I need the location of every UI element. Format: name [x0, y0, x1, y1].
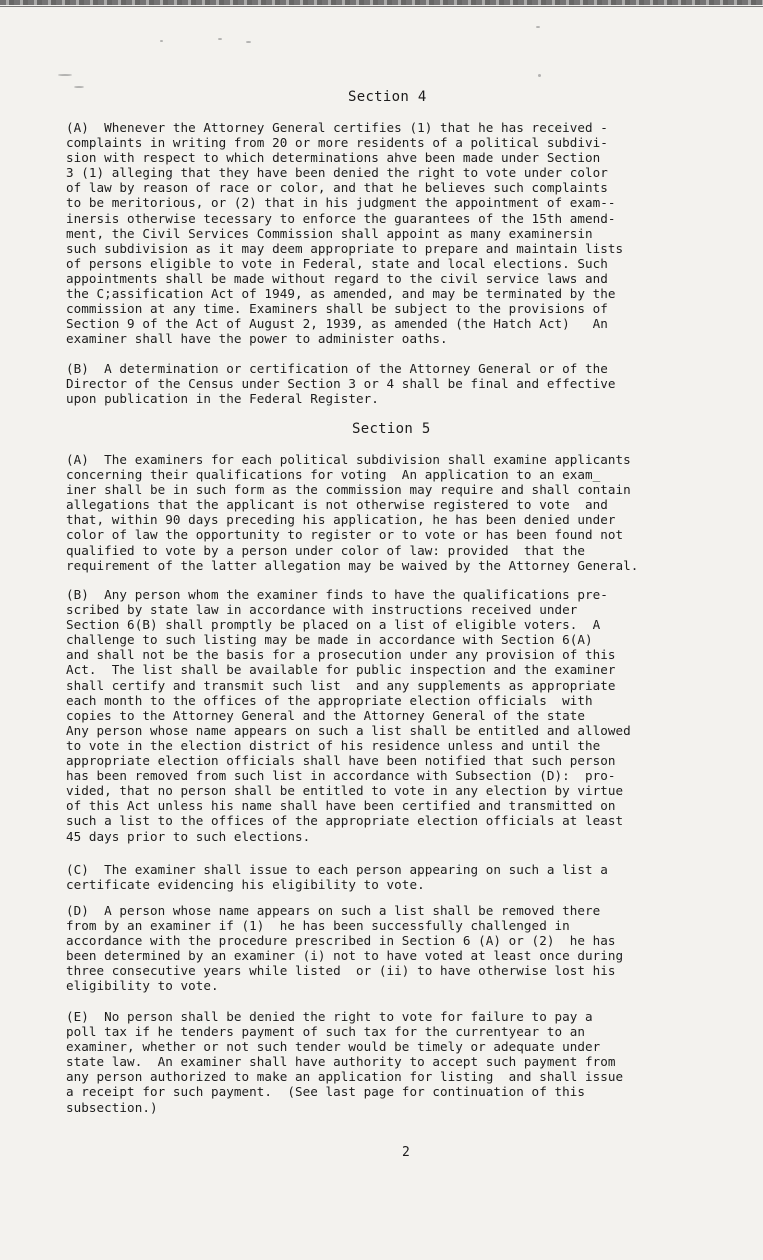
section-5-paragraph-a: (A) The examiners for each political subdivision shall examine applicants concerning their qualifications for voting An application to an exam_ iner shall be in such form as the commission may require and shall contain allegations that the applicant is not otherwise registered to vote and that, within 90 days preceding his application, he has been denied under color of law the opportunity to register or to vote or has been found not qualified to vote by a person under color of law: provided that the requirement of the latter allegation may be waived by the Attorney General.: [66, 452, 639, 573]
section-5-paragraph-b: (B) Any person whom the examiner finds to have the qualifications pre- scribed by state law in accordance with instructions received under Section 6(B) shall promptly be placed on a list of eligible voters. A challenge to such listing may be made in accordance with Section 6(A) and shall not be the basis for a prosecution under any provision of this Act. The list shall be available for public inspection and the examiner shall certify and transmit such list and any supplements as appropriate each month to the offices of the appropriate election officials with copies to the Attorney General and the Attorney General of the state Any person whose name appears on such a list shall be entitled and allowed to vote in the election district of his residence unless and until the appropriate election officials shall have been notified that such person has been removed from such list in accordance with Subsection (D): pro- vided, that no person shall be entitled to vote in any election by virtue of this Act unless his name shall have been certified and transmitted on such a list to the offices of the appropriate election officials at least 45 days prior to such elections.: [66, 587, 631, 844]
section-4-heading: Section 4: [348, 89, 427, 105]
section-5-paragraph-c: (C) The examiner shall issue to each person appearing on such a list a certificate evidencing his eligibility to vote.: [66, 862, 608, 893]
section-5-heading: Section 5: [352, 421, 431, 437]
section-5-paragraph-e: (E) No person shall be denied the right to vote for failure to pay a poll tax if he tenders payment of such tax for the currentyear to an examiner, whether or not such tender would be timely or adequate under state law. An examiner shall have authority to accept such payment from any person authorized to make an application for listing and shall issue a receipt for such payment. (See last page for continuation of this subsection.): [66, 1009, 624, 1115]
page-number: 2: [402, 1145, 410, 1160]
section-4-paragraph-a: (A) Whenever the Attorney General certifies (1) that he has received - complaints in writing from 20 or more residents of a political subdivi- sion with respect to which determinations ahve been made under Section 3 (1) alleging that they have been denied the right to vote under color of law by reason of race or color, and that he believes such complaints to be meritorious, or (2) that in his judgment the appointment of exam-- inersis otherwise tecessary to enforce the guarantees of the 15th amend- ment, the Civil Services Commission shall appoint as many examinersin such subdivision as it may deem appropriate to prepare and maintain lists of persons eligible to vote in Federal, state and local elections. Such appointments shall be made without regard to the civil service laws and the C;assification Act of 1949, as amended, and may be terminated by the commission at any time. Examiners shall be subject to the provisions of Section 9 of the Act of August 2, 1939, as amended (the Hatch Act) An examiner shall have the power to administer oaths.: [66, 120, 624, 347]
section-4-paragraph-b: (B) A determination or certification of the Attorney General or of the Director of the Census under Section 3 or 4 shall be final and effective upon publication in the Federal Register.: [66, 361, 616, 407]
section-5-paragraph-d: (D) A person whose name appears on such a list shall be removed there from by an examiner if (1) he has been successfully challenged in accordance with the procedure prescribed in Section 6 (A) or (2) he has been determined by an examiner (i) not to have voted at least once during three consecutive years while listed or (ii) to have otherwise lost his eligibility to vote.: [66, 903, 624, 994]
